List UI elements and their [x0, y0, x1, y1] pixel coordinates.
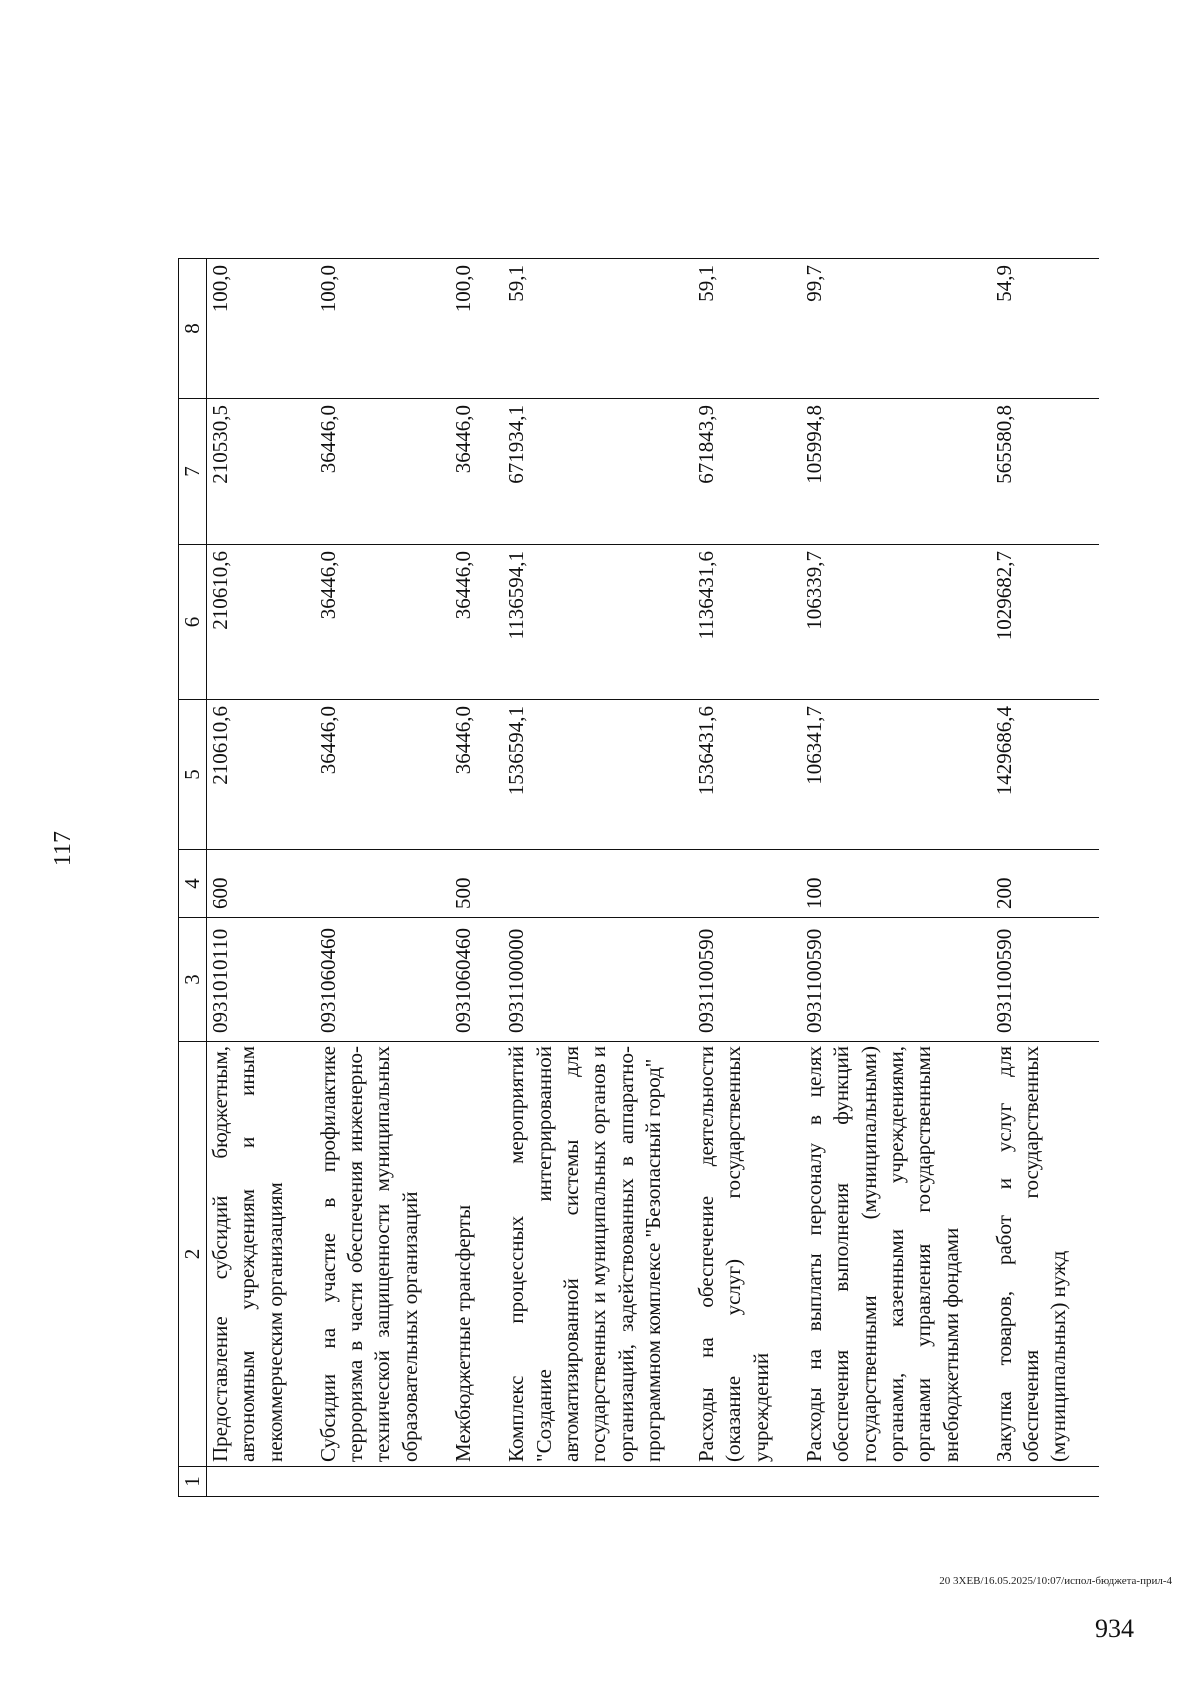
value-col7-cell: 36446,0	[315, 399, 450, 545]
expense-type-cell	[503, 850, 693, 918]
table-row	[503, 259, 693, 1497]
percent-cell: 99,7	[801, 259, 991, 399]
expense-type-cell: 500	[450, 850, 503, 918]
sheet-number: 934	[1095, 1614, 1134, 1643]
column-header: 7	[179, 399, 207, 545]
value-col5-cell: 36446,0	[450, 700, 503, 850]
expense-type-cell: 600	[207, 850, 315, 918]
name-cell: Закупка товаров, работ и услуг для обеспечения государственных (муниципальных) нужд	[991, 1042, 1099, 1467]
budget-table	[178, 258, 1099, 1497]
column-header: 3	[179, 918, 207, 1042]
value-col6-cell: 36446,0	[450, 545, 503, 700]
column-header: 5	[179, 700, 207, 850]
column-header: 4	[179, 850, 207, 918]
value-col6-cell: 210610,6	[207, 545, 315, 700]
percent-cell: 100,0	[207, 259, 315, 399]
code-cell: 0931060460	[450, 918, 503, 1042]
name-cell: Комплекс процессных мероприятий "Создание интегрированной автоматизированной системы для государственных и муниципальных органов и организаций, задействованных в аппаратно-программном комплексе "Безопасный город"	[503, 1042, 693, 1467]
percent-cell: 100,0	[315, 259, 450, 399]
column-header: 6	[179, 545, 207, 700]
value-col6-cell: 1136594,1	[503, 545, 693, 700]
code-cell: 0931100000	[503, 918, 693, 1042]
percent-cell: 59,1	[503, 259, 693, 399]
expense-type-cell: 100	[801, 850, 991, 918]
column-header: 2	[179, 1042, 207, 1467]
empty-cell	[315, 1467, 450, 1497]
value-col7-cell: 36446,0	[450, 399, 503, 545]
expense-type-cell	[693, 850, 801, 918]
code-cell: 0931100590	[991, 918, 1099, 1042]
page-number: 117	[50, 830, 76, 867]
table-body	[179, 259, 1099, 1497]
percent-cell: 59,1	[693, 259, 801, 399]
value-col5-cell: 210610,6	[207, 700, 315, 850]
value-col6-cell: 106339,7	[801, 545, 991, 700]
table-row	[991, 259, 1099, 1497]
table-row	[693, 259, 801, 1497]
value-col5-cell: 1536594,1	[503, 700, 693, 850]
empty-cell	[207, 1467, 315, 1497]
table-row	[207, 259, 315, 1497]
name-cell: Межбюджетные трансферты	[450, 1042, 503, 1467]
empty-cell	[503, 1467, 693, 1497]
column-header: 8	[179, 259, 207, 399]
code-cell: 0931100590	[693, 918, 801, 1042]
value-col7-cell: 565580,8	[991, 399, 1099, 545]
code-cell: 0931010110	[207, 918, 315, 1042]
value-col5-cell: 36446,0	[315, 700, 450, 850]
name-cell: Предоставление субсидий бюджетным, автономным учреждениям и иным некоммерческим организациям	[207, 1042, 315, 1467]
empty-cell	[801, 1467, 991, 1497]
value-col7-cell: 105994,8	[801, 399, 991, 545]
expense-type-cell: 200	[991, 850, 1099, 918]
value-col5-cell: 1536431,6	[693, 700, 801, 850]
name-cell: Расходы на обеспечение деятельности (оказание услуг) государственных учреждений	[693, 1042, 801, 1467]
expense-type-cell	[315, 850, 450, 918]
name-cell: Субсидии на участие в профилактике терроризма в части обеспечения инженерно-технической защищенности муниципальных образовательных организаций	[315, 1042, 450, 1467]
column-header: 1	[179, 1467, 207, 1497]
value-col7-cell: 210530,5	[207, 399, 315, 545]
percent-cell: 54,9	[991, 259, 1099, 399]
value-col6-cell: 1029682,7	[991, 545, 1099, 700]
percent-cell: 100,0	[450, 259, 503, 399]
table-header-row	[179, 259, 207, 1497]
value-col5-cell: 1429686,4	[991, 700, 1099, 850]
empty-cell	[991, 1467, 1099, 1497]
value-col7-cell: 671934,1	[503, 399, 693, 545]
code-cell: 0931100590	[801, 918, 991, 1042]
empty-cell	[450, 1467, 503, 1497]
code-cell: 0931060460	[315, 918, 450, 1042]
value-col5-cell: 106341,7	[801, 700, 991, 850]
table-row	[801, 259, 991, 1497]
table-row	[315, 259, 450, 1497]
value-col6-cell: 36446,0	[315, 545, 450, 700]
empty-cell	[693, 1467, 801, 1497]
name-cell: Расходы на выплаты персоналу в целях обеспечения выполнения функций государственными (муниципальными) органами, казенными учреждениями, органами управления государственными внебюджетными фондами	[801, 1042, 991, 1467]
value-col7-cell: 671843,9	[693, 399, 801, 545]
value-col6-cell: 1136431,6	[693, 545, 801, 700]
table-row	[450, 259, 503, 1497]
document-code: 20 3ХЕВ/16.05.2025/10:07/испол-бюджета-прил-4	[939, 1575, 1172, 1587]
